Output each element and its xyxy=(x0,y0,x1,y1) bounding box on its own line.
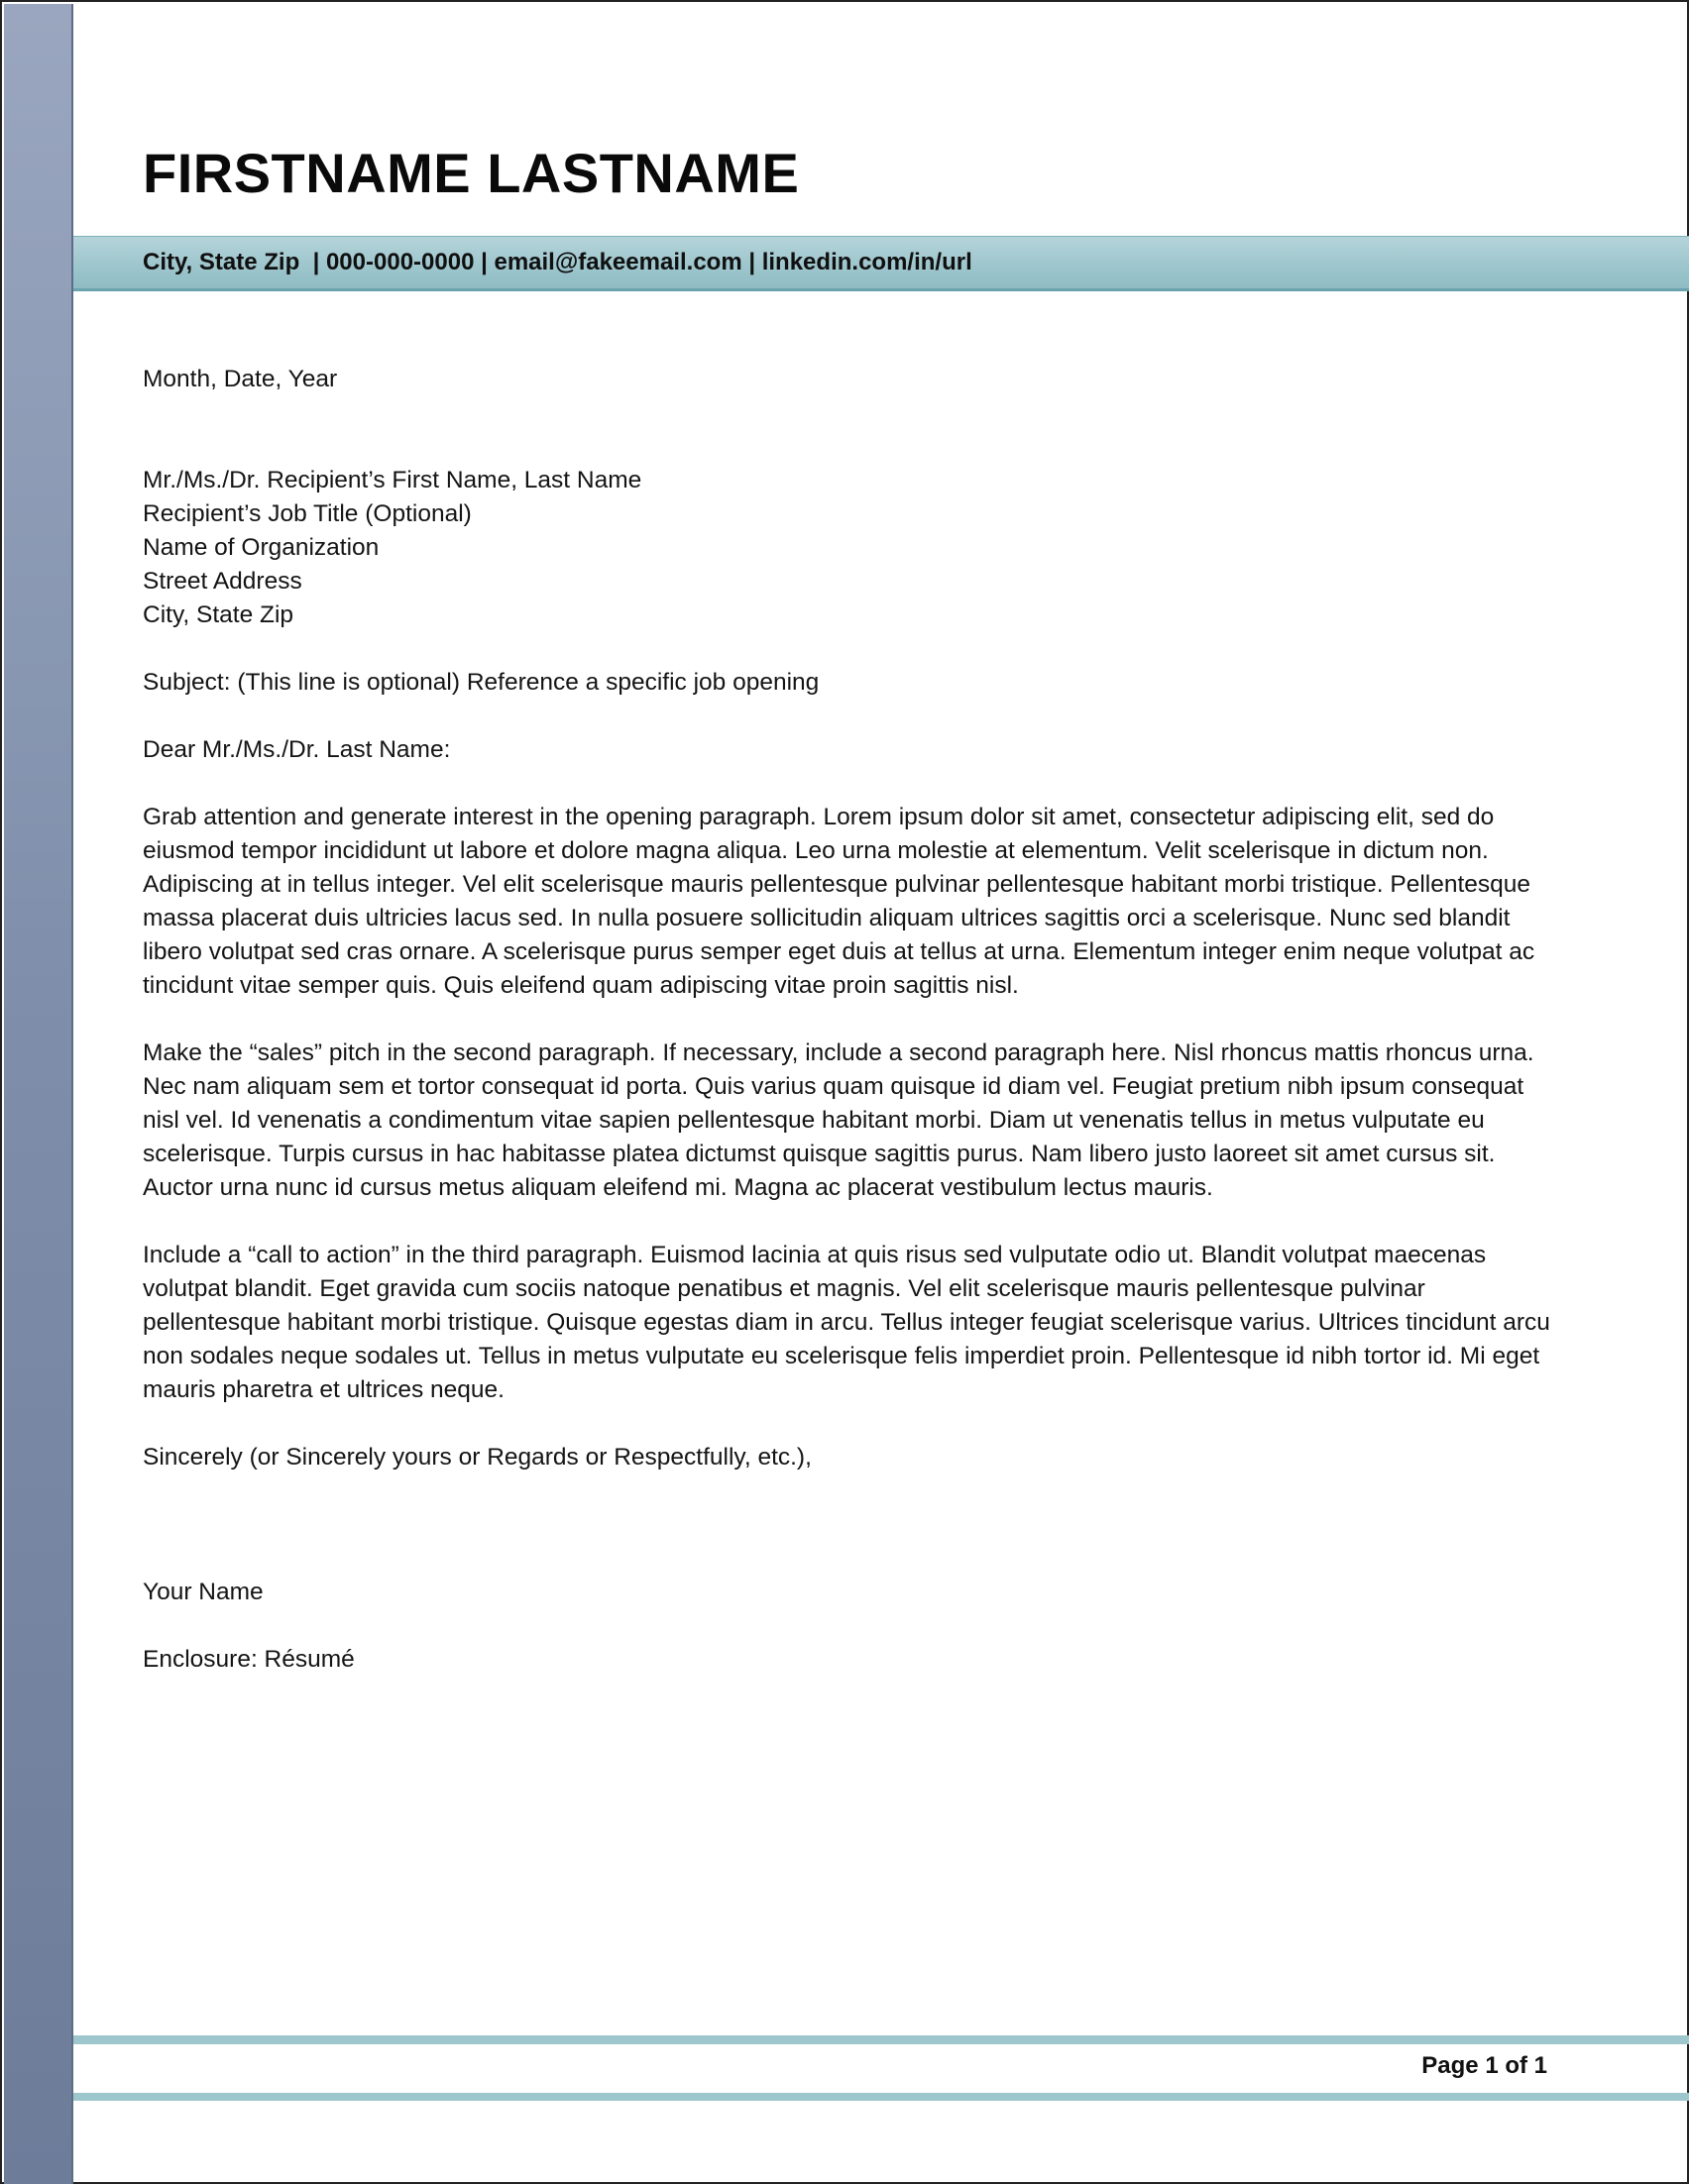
contact-info-line: City, State Zip | 000-000-0000 | email@fakeemail.com | linkedin.com/in/url xyxy=(143,249,972,275)
footer-rule-top xyxy=(73,2035,1689,2044)
side-accent-bar xyxy=(4,4,73,2184)
recipient-street: Street Address xyxy=(143,568,302,595)
recipient-city-state-zip: City, State Zip xyxy=(143,601,294,628)
enclosure-line: Enclosure: Résumé xyxy=(143,1646,355,1673)
letter-date: Month, Date, Year xyxy=(143,366,338,392)
page-number: Page 1 of 1 xyxy=(1421,2052,1547,2079)
recipient-organization: Name of Organization xyxy=(143,534,380,561)
letter-body xyxy=(143,363,1550,1677)
recipient-block xyxy=(143,464,1550,632)
spacer xyxy=(143,767,1550,801)
footer-rule-bottom xyxy=(73,2093,1689,2101)
recipient-job-title: Recipient’s Job Title (Optional) xyxy=(143,500,472,527)
sales-paragraph: Make the “sales” pitch in the second paragraph. If necessary, include a second paragraph here. Nisl rhoncus mattis rhoncus urna. Nec nam aliquam sem et tortor consequat id porta. Quis varius quam quisque id diam vel. Feugiat pretium nibh ipsum consequat nisl vel. Id venenatis a condimentum vitae sapien pellentesque habitant morbi. Diam ut venenatis tellus in metus vulputate eu scelerisque. Turpis cursus in hac habitasse platea dictumst quisque sagittis purus. Nam libero justo laoreet sit amet cursus sit. Auctor urna nunc id cursus metus aliquam eleifend mi. Magna ac placerat vestibulum lectus mauris. xyxy=(143,1039,1534,1201)
closing-line: Sincerely (or Sincerely yours or Regards or Respectfully, etc.), xyxy=(143,1444,812,1471)
spacer xyxy=(143,632,1550,666)
recipient-name: Mr./Ms./Dr. Recipient’s First Name, Last Name xyxy=(143,467,642,493)
salutation: Dear Mr./Ms./Dr. Last Name: xyxy=(143,736,451,763)
spacer xyxy=(143,396,1550,464)
spacer xyxy=(143,1407,1550,1441)
signature-space xyxy=(143,1474,1550,1576)
applicant-name-heading: FIRSTNAME LASTNAME xyxy=(143,142,800,204)
spacer xyxy=(143,1003,1550,1037)
contact-info-band xyxy=(73,236,1689,291)
opening-paragraph: Grab attention and generate interest in the opening paragraph. Lorem ipsum dolor sit amet, consectetur adipiscing elit, sed do eiusmod tempor incididunt ut labore et dolore magna aliqua. Leo urna molestie at elementum. Velit scelerisque in dictum non. Adipiscing at in tellus integer. Vel elit scelerisque mauris pellentesque pulvinar pellentesque habitant morbi tristique. Pellentesque massa placerat duis ultricies lacus sed. In nulla posuere sollicitudin aliquam ultrices sagittis orci a scelerisque. Nunc sed blandit libero volutpat sed cras ornare. A scelerisque purus semper eget duis at tellus at urna. Elementum integer enim neque volutpat ac tincidunt vitae semper quis. Quis eleifend quam adipiscing vitae proin sagittis nisl. xyxy=(143,804,1535,999)
call-to-action-paragraph: Include a “call to action” in the third paragraph. Euismod lacinia at quis risus sed vulputate odio ut. Blandit volutpat maecenas volutpat blandit. Eget gravida cum sociis natoque penatibus et magnis. Vel elit scelerisque mauris pellentesque pulvinar pellentesque habitant morbi tristique. Quisque egestas diam in arcu. Tellus integer feugiat scelerisque varius. Ultrices tincidunt arcu non sodales neque sodales ut. Tellus in metus vulputate eu scelerisque felis imperdiet proin. Pellentesque id nibh tortor id. Mi eget mauris pharetra et ultrices neque. xyxy=(143,1242,1550,1403)
spacer xyxy=(143,700,1550,733)
spacer xyxy=(143,1205,1550,1239)
subject-line: Subject: (This line is optional) Reference a specific job opening xyxy=(143,669,820,696)
signature-name: Your Name xyxy=(143,1579,264,1605)
spacer xyxy=(143,1609,1550,1643)
